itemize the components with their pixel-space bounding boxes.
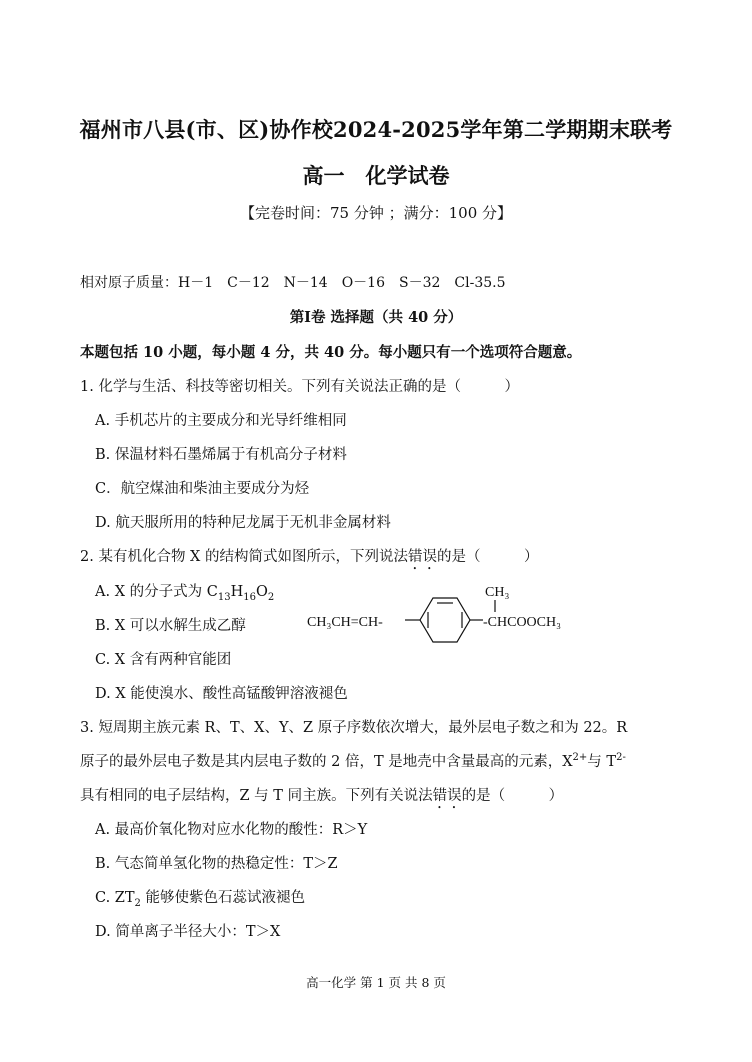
question-3-option-a: A. 最高价氧化物对应水化物的酸性：R＞Y [95, 822, 368, 838]
page-footer: 高一化学 第 1 页 共 8 页 [306, 975, 446, 990]
question-3-stem-line1: 3. 短周期主族元素 R、T、X、Y、Z 原子序数依次增大，最外层电子数之和为 22。R [80, 720, 628, 736]
time-info: 【完卷时间：75 分钟 ；满分：100 分】 [239, 204, 513, 222]
section-title: 第Ⅰ卷 选择题（共 40 分） [289, 309, 463, 326]
exam-subtitle: 高一 化学试卷 [302, 163, 450, 188]
question-3-option-b: B. 气态简单氢化物的热稳定性：T＞Z [95, 856, 338, 872]
question-2-stem-post: 的是（ ） [436, 549, 539, 565]
benzene-ring [420, 598, 470, 642]
section-instructions: 本题包括 10 小题，每小题 4 分，共 40 分。每小题只有一个选项符合题意。 [80, 344, 582, 361]
compound-x-structure [305, 582, 585, 652]
question-3-stem-line3: 具有相同的电子层结构，Z 与 T 同主族。下列有关说法错误的是（ ） [80, 788, 564, 804]
question-2-stem-emphasis: 错误 [407, 549, 437, 565]
structure-top-group: CH₃ [485, 585, 510, 600]
question-3-option-d: D. 简单离子半径大小：T＞X [95, 924, 281, 940]
question-3-stem-emphasis: 错误 [432, 788, 462, 804]
exam-title: 福州市八县(市、区)协作校2024-2025学年第二学期期末联考 [79, 117, 673, 142]
question-2-option-c: C. X 含有两种官能团 [95, 652, 232, 668]
atomic-masses: 相对原子质量：H－1 C－12 N－14 O－16 S－32 Cl-35.5 [80, 275, 506, 291]
question-1-option-a: A. 手机芯片的主要成分和光导纤维相同 [95, 413, 347, 429]
question-2-stem [80, 545, 538, 573]
question-1-option-b: B. 保温材料石墨烯属于有机高分子材料 [95, 447, 347, 463]
question-2-stem-pre: 2. 某有机化合物 X 的结构简式如图所示，下列说法 [80, 549, 408, 565]
question-1-option-c: C．航空煤油和柴油主要成分为烃 [95, 481, 310, 497]
question-1-stem: 1. 化学与生活、科技等密切相关。下列有关说法正确的是（ ） [80, 379, 519, 395]
question-3-stem-line2: 原子的最外层电子数是其内层电子数的 2 倍，T 是地壳中含量最高的元素，$X^{2+}$与 $T^{2-}$ [80, 752, 626, 770]
question-2-option-d: D. X 能使溴水、酸性高锰酸钾溶液褪色 [95, 686, 348, 702]
question-3-option-c: C. $ZT_2$ 能够使紫色石蕊试液褪色 [95, 890, 306, 909]
question-2-option-a: A. X 的分子式为 $C_{13}H_{16}O_2$ [95, 584, 275, 603]
structure-left-group: CH₃CH=CH- [307, 615, 383, 630]
question-2-option-b: B. X 可以水解生成乙醇 [95, 618, 246, 634]
question-1-option-d: D. 航天服所用的特种尼龙属于无机非金属材料 [95, 515, 391, 531]
structure-right-group: -CHCOOCH₃ [483, 615, 561, 630]
